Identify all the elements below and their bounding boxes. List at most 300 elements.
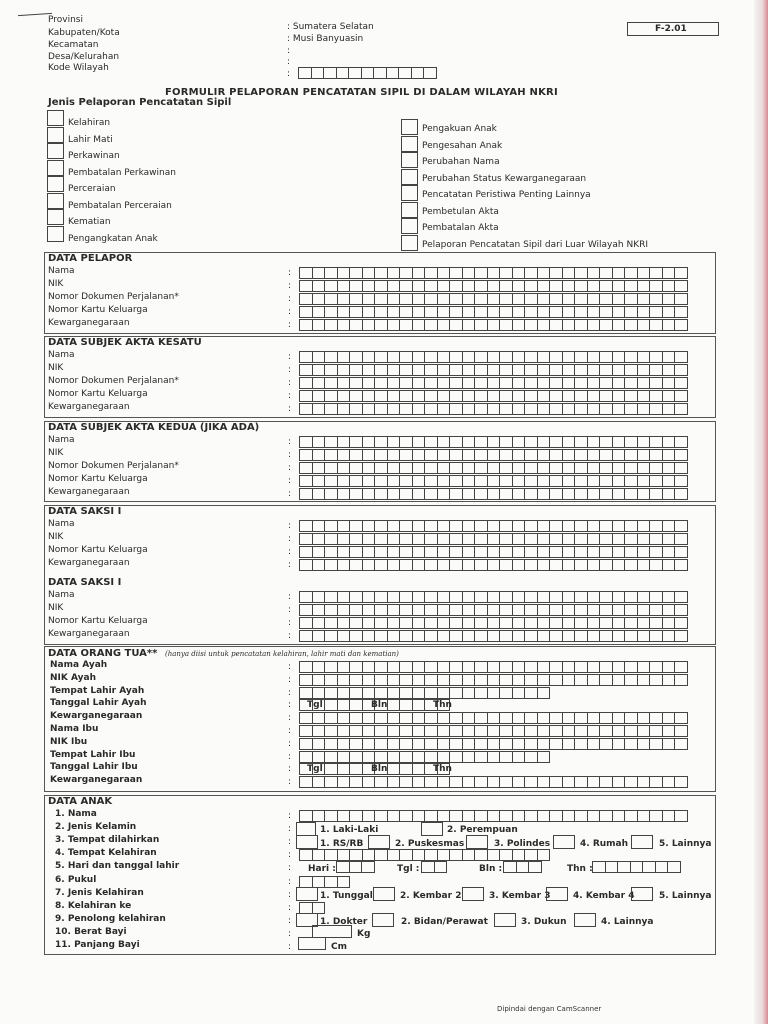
char-box[interactable] bbox=[649, 403, 663, 415]
char-box[interactable] bbox=[312, 475, 326, 487]
char-box[interactable] bbox=[349, 591, 363, 603]
char-box[interactable] bbox=[512, 776, 526, 788]
char-box[interactable] bbox=[549, 293, 563, 305]
char-box[interactable] bbox=[537, 559, 551, 571]
char-box[interactable] bbox=[612, 674, 626, 686]
char-box[interactable] bbox=[374, 390, 388, 402]
char-box[interactable] bbox=[512, 306, 526, 318]
char-box[interactable] bbox=[437, 364, 451, 376]
char-box[interactable] bbox=[387, 617, 401, 629]
char-box[interactable] bbox=[549, 390, 563, 402]
char-box[interactable] bbox=[349, 293, 363, 305]
char-box[interactable] bbox=[512, 449, 526, 461]
char-box[interactable] bbox=[637, 725, 651, 737]
char-box[interactable] bbox=[537, 436, 551, 448]
char-box[interactable] bbox=[437, 390, 451, 402]
char-box[interactable] bbox=[512, 280, 526, 292]
char-box[interactable] bbox=[387, 364, 401, 376]
char-box[interactable] bbox=[537, 661, 551, 673]
char-box[interactable] bbox=[549, 604, 563, 616]
char-box[interactable] bbox=[649, 364, 663, 376]
char-box[interactable] bbox=[512, 810, 526, 822]
char-box[interactable] bbox=[462, 488, 476, 500]
char-box[interactable] bbox=[374, 738, 388, 750]
anak-thn-boxes[interactable] bbox=[592, 861, 680, 873]
char-box[interactable] bbox=[349, 559, 363, 571]
char-box[interactable] bbox=[649, 390, 663, 402]
char-box[interactable] bbox=[349, 280, 363, 292]
char-box[interactable] bbox=[649, 436, 663, 448]
char-box[interactable] bbox=[667, 861, 681, 873]
char-box[interactable] bbox=[474, 604, 488, 616]
char-box[interactable] bbox=[637, 462, 651, 474]
char-box[interactable] bbox=[374, 751, 388, 763]
char-box[interactable] bbox=[637, 364, 651, 376]
char-box[interactable] bbox=[387, 520, 401, 532]
char-box[interactable] bbox=[487, 687, 501, 699]
char-box[interactable] bbox=[662, 403, 676, 415]
char-box[interactable] bbox=[299, 319, 313, 331]
char-box[interactable] bbox=[424, 377, 438, 389]
checkbox-jenis-right[interactable] bbox=[401, 218, 418, 234]
char-box[interactable] bbox=[449, 280, 463, 292]
char-box[interactable] bbox=[424, 533, 438, 545]
checkbox-jenis-kelahiran[interactable] bbox=[546, 887, 568, 901]
char-box[interactable] bbox=[662, 617, 676, 629]
char-box[interactable] bbox=[412, 674, 426, 686]
char-box[interactable] bbox=[449, 449, 463, 461]
char-box[interactable] bbox=[599, 661, 613, 673]
char-box[interactable] bbox=[487, 712, 501, 724]
char-box[interactable] bbox=[637, 475, 651, 487]
char-box[interactable] bbox=[362, 436, 376, 448]
char-box[interactable] bbox=[537, 403, 551, 415]
char-box[interactable] bbox=[562, 738, 576, 750]
char-box[interactable] bbox=[512, 319, 526, 331]
char-box[interactable] bbox=[587, 712, 601, 724]
char-box[interactable] bbox=[537, 604, 551, 616]
char-box[interactable] bbox=[299, 475, 313, 487]
char-box[interactable] bbox=[424, 306, 438, 318]
char-box[interactable] bbox=[324, 776, 338, 788]
char-box[interactable] bbox=[487, 604, 501, 616]
char-box[interactable] bbox=[599, 267, 613, 279]
char-box[interactable] bbox=[362, 751, 376, 763]
char-box[interactable] bbox=[312, 725, 326, 737]
checkbox-jenis-left[interactable] bbox=[47, 110, 64, 126]
char-box[interactable] bbox=[449, 559, 463, 571]
char-box[interactable] bbox=[437, 630, 451, 642]
char-box[interactable] bbox=[424, 661, 438, 673]
char-box[interactable] bbox=[612, 533, 626, 545]
char-box[interactable] bbox=[437, 319, 451, 331]
char-box[interactable] bbox=[337, 617, 351, 629]
char-box[interactable] bbox=[574, 403, 588, 415]
char-box[interactable] bbox=[349, 751, 363, 763]
char-box[interactable] bbox=[412, 546, 426, 558]
char-box[interactable] bbox=[362, 462, 376, 474]
char-box[interactable] bbox=[324, 876, 338, 888]
char-box[interactable] bbox=[386, 67, 400, 79]
char-box[interactable] bbox=[562, 725, 576, 737]
char-box[interactable] bbox=[637, 293, 651, 305]
char-box[interactable] bbox=[337, 763, 351, 775]
char-box[interactable] bbox=[387, 280, 401, 292]
char-box[interactable] bbox=[299, 390, 313, 402]
char-box[interactable] bbox=[412, 449, 426, 461]
char-box[interactable] bbox=[421, 861, 435, 873]
char-box[interactable] bbox=[412, 319, 426, 331]
char-box[interactable] bbox=[299, 617, 313, 629]
char-box[interactable] bbox=[612, 810, 626, 822]
char-box[interactable] bbox=[349, 604, 363, 616]
char-box[interactable] bbox=[424, 293, 438, 305]
char-box[interactable] bbox=[549, 488, 563, 500]
char-box[interactable] bbox=[599, 725, 613, 737]
char-box[interactable] bbox=[387, 546, 401, 558]
char-box[interactable] bbox=[387, 849, 401, 861]
char-box[interactable] bbox=[299, 533, 313, 545]
char-box[interactable] bbox=[337, 533, 351, 545]
char-box[interactable] bbox=[524, 520, 538, 532]
char-box[interactable] bbox=[462, 617, 476, 629]
char-box[interactable] bbox=[337, 751, 351, 763]
char-box[interactable] bbox=[399, 403, 413, 415]
char-box[interactable] bbox=[574, 280, 588, 292]
char-box[interactable] bbox=[324, 604, 338, 616]
char-box[interactable] bbox=[587, 293, 601, 305]
char-box[interactable] bbox=[449, 306, 463, 318]
char-box[interactable] bbox=[437, 377, 451, 389]
char-box[interactable] bbox=[299, 306, 313, 318]
char-box[interactable] bbox=[599, 449, 613, 461]
char-box[interactable] bbox=[637, 280, 651, 292]
char-box[interactable] bbox=[424, 674, 438, 686]
char-box[interactable] bbox=[512, 364, 526, 376]
char-box[interactable] bbox=[324, 699, 338, 711]
saksi2-field-boxes[interactable] bbox=[299, 591, 687, 603]
char-box[interactable] bbox=[362, 630, 376, 642]
char-box[interactable] bbox=[662, 390, 676, 402]
char-box[interactable] bbox=[374, 533, 388, 545]
char-box[interactable] bbox=[299, 630, 313, 642]
char-box[interactable] bbox=[349, 630, 363, 642]
char-box[interactable] bbox=[424, 687, 438, 699]
char-box[interactable] bbox=[462, 403, 476, 415]
anak-bln-boxes[interactable] bbox=[503, 861, 541, 873]
char-box[interactable] bbox=[587, 319, 601, 331]
char-box[interactable] bbox=[612, 617, 626, 629]
char-box[interactable] bbox=[424, 617, 438, 629]
char-box[interactable] bbox=[387, 751, 401, 763]
char-box[interactable] bbox=[649, 725, 663, 737]
char-box[interactable] bbox=[662, 449, 676, 461]
char-box[interactable] bbox=[499, 319, 513, 331]
char-box[interactable] bbox=[574, 449, 588, 461]
char-box[interactable] bbox=[299, 661, 313, 673]
char-box[interactable] bbox=[462, 520, 476, 532]
char-box[interactable] bbox=[662, 559, 676, 571]
char-box[interactable] bbox=[487, 377, 501, 389]
char-box[interactable] bbox=[412, 687, 426, 699]
char-box[interactable] bbox=[349, 810, 363, 822]
char-box[interactable] bbox=[649, 319, 663, 331]
char-box[interactable] bbox=[474, 449, 488, 461]
char-box[interactable] bbox=[424, 319, 438, 331]
char-box[interactable] bbox=[512, 630, 526, 642]
char-box[interactable] bbox=[374, 351, 388, 363]
char-box[interactable] bbox=[574, 488, 588, 500]
char-box[interactable] bbox=[349, 712, 363, 724]
char-box[interactable] bbox=[399, 559, 413, 571]
char-box[interactable] bbox=[574, 712, 588, 724]
char-box[interactable] bbox=[637, 390, 651, 402]
char-box[interactable] bbox=[487, 630, 501, 642]
char-box[interactable] bbox=[612, 377, 626, 389]
char-box[interactable] bbox=[412, 533, 426, 545]
char-box[interactable] bbox=[512, 475, 526, 487]
char-box[interactable] bbox=[562, 267, 576, 279]
char-box[interactable] bbox=[487, 319, 501, 331]
char-box[interactable] bbox=[362, 293, 376, 305]
char-box[interactable] bbox=[449, 738, 463, 750]
char-box[interactable] bbox=[599, 738, 613, 750]
char-box[interactable] bbox=[299, 351, 313, 363]
char-box[interactable] bbox=[437, 751, 451, 763]
char-box[interactable] bbox=[324, 351, 338, 363]
char-box[interactable] bbox=[487, 436, 501, 448]
char-box[interactable] bbox=[499, 488, 513, 500]
char-box[interactable] bbox=[462, 604, 476, 616]
char-box[interactable] bbox=[637, 810, 651, 822]
char-box[interactable] bbox=[624, 267, 638, 279]
char-box[interactable] bbox=[387, 725, 401, 737]
char-box[interactable] bbox=[324, 725, 338, 737]
char-box[interactable] bbox=[424, 403, 438, 415]
char-box[interactable] bbox=[449, 520, 463, 532]
char-box[interactable] bbox=[474, 462, 488, 474]
char-box[interactable] bbox=[337, 849, 351, 861]
char-box[interactable] bbox=[562, 559, 576, 571]
char-box[interactable] bbox=[499, 280, 513, 292]
char-box[interactable] bbox=[549, 475, 563, 487]
char-box[interactable] bbox=[474, 267, 488, 279]
char-box[interactable] bbox=[537, 306, 551, 318]
char-box[interactable] bbox=[587, 591, 601, 603]
char-box[interactable] bbox=[424, 488, 438, 500]
char-box[interactable] bbox=[662, 546, 676, 558]
char-box[interactable] bbox=[649, 776, 663, 788]
char-box[interactable] bbox=[374, 849, 388, 861]
char-box[interactable] bbox=[324, 738, 338, 750]
char-box[interactable] bbox=[387, 462, 401, 474]
char-box[interactable] bbox=[337, 661, 351, 673]
char-box[interactable] bbox=[549, 377, 563, 389]
char-box[interactable] bbox=[599, 533, 613, 545]
char-box[interactable] bbox=[437, 591, 451, 603]
char-box[interactable] bbox=[324, 763, 338, 775]
char-box[interactable] bbox=[412, 462, 426, 474]
char-box[interactable] bbox=[637, 674, 651, 686]
char-box[interactable] bbox=[387, 776, 401, 788]
char-box[interactable] bbox=[624, 390, 638, 402]
char-box[interactable] bbox=[524, 712, 538, 724]
char-box[interactable] bbox=[549, 364, 563, 376]
char-box[interactable] bbox=[362, 617, 376, 629]
char-box[interactable] bbox=[524, 604, 538, 616]
char-box[interactable] bbox=[512, 617, 526, 629]
char-box[interactable] bbox=[312, 488, 326, 500]
char-box[interactable] bbox=[387, 293, 401, 305]
char-box[interactable] bbox=[349, 763, 363, 775]
checkbox-tempat-dilahirkan[interactable] bbox=[553, 835, 575, 849]
char-box[interactable] bbox=[362, 674, 376, 686]
char-box[interactable] bbox=[337, 559, 351, 571]
char-box[interactable] bbox=[587, 449, 601, 461]
char-box[interactable] bbox=[337, 403, 351, 415]
char-box[interactable] bbox=[374, 377, 388, 389]
char-box[interactable] bbox=[674, 280, 688, 292]
char-box[interactable] bbox=[549, 810, 563, 822]
ortu-field-boxes[interactable] bbox=[299, 661, 687, 673]
char-box[interactable] bbox=[424, 475, 438, 487]
char-box[interactable] bbox=[612, 319, 626, 331]
char-box[interactable] bbox=[399, 674, 413, 686]
char-box[interactable] bbox=[424, 810, 438, 822]
char-box[interactable] bbox=[399, 449, 413, 461]
char-box[interactable] bbox=[298, 67, 312, 79]
char-box[interactable] bbox=[324, 751, 338, 763]
char-box[interactable] bbox=[512, 293, 526, 305]
char-box[interactable] bbox=[524, 436, 538, 448]
char-box[interactable] bbox=[537, 617, 551, 629]
ortu-field-boxes[interactable] bbox=[299, 712, 687, 724]
char-box[interactable] bbox=[562, 604, 576, 616]
checkbox-jenis-kelahiran[interactable] bbox=[373, 887, 395, 901]
char-box[interactable] bbox=[387, 403, 401, 415]
char-box[interactable] bbox=[574, 306, 588, 318]
char-box[interactable] bbox=[649, 617, 663, 629]
char-box[interactable] bbox=[574, 630, 588, 642]
char-box[interactable] bbox=[487, 738, 501, 750]
char-box[interactable] bbox=[562, 390, 576, 402]
char-box[interactable] bbox=[574, 377, 588, 389]
char-box[interactable] bbox=[362, 738, 376, 750]
char-box[interactable] bbox=[449, 776, 463, 788]
panjang-bayi-box[interactable] bbox=[298, 937, 326, 950]
char-box[interactable] bbox=[499, 687, 513, 699]
char-box[interactable] bbox=[474, 810, 488, 822]
subjek2-field-boxes[interactable] bbox=[299, 475, 687, 487]
char-box[interactable] bbox=[312, 267, 326, 279]
char-box[interactable] bbox=[587, 488, 601, 500]
char-box[interactable] bbox=[562, 475, 576, 487]
char-box[interactable] bbox=[549, 351, 563, 363]
char-box[interactable] bbox=[299, 738, 313, 750]
char-box[interactable] bbox=[537, 591, 551, 603]
char-box[interactable] bbox=[662, 661, 676, 673]
char-box[interactable] bbox=[562, 533, 576, 545]
char-box[interactable] bbox=[599, 617, 613, 629]
char-box[interactable] bbox=[649, 591, 663, 603]
char-box[interactable] bbox=[674, 403, 688, 415]
char-box[interactable] bbox=[674, 488, 688, 500]
char-box[interactable] bbox=[449, 488, 463, 500]
char-box[interactable] bbox=[599, 351, 613, 363]
char-box[interactable] bbox=[449, 630, 463, 642]
char-box[interactable] bbox=[524, 617, 538, 629]
char-box[interactable] bbox=[437, 520, 451, 532]
char-box[interactable] bbox=[449, 725, 463, 737]
char-box[interactable] bbox=[362, 351, 376, 363]
char-box[interactable] bbox=[537, 725, 551, 737]
char-box[interactable] bbox=[587, 280, 601, 292]
char-box[interactable] bbox=[674, 738, 688, 750]
char-box[interactable] bbox=[474, 488, 488, 500]
char-box[interactable] bbox=[399, 738, 413, 750]
char-box[interactable] bbox=[537, 520, 551, 532]
char-box[interactable] bbox=[524, 449, 538, 461]
char-box[interactable] bbox=[387, 591, 401, 603]
char-box[interactable] bbox=[562, 591, 576, 603]
char-box[interactable] bbox=[637, 403, 651, 415]
char-box[interactable] bbox=[462, 436, 476, 448]
char-box[interactable] bbox=[487, 725, 501, 737]
char-box[interactable] bbox=[637, 377, 651, 389]
char-box[interactable] bbox=[624, 546, 638, 558]
char-box[interactable] bbox=[599, 436, 613, 448]
char-box[interactable] bbox=[587, 436, 601, 448]
char-box[interactable] bbox=[537, 630, 551, 642]
char-box[interactable] bbox=[574, 319, 588, 331]
checkbox-jenis-left[interactable] bbox=[47, 193, 64, 209]
char-box[interactable] bbox=[562, 546, 576, 558]
char-box[interactable] bbox=[437, 293, 451, 305]
char-box[interactable] bbox=[662, 377, 676, 389]
char-box[interactable] bbox=[524, 546, 538, 558]
char-box[interactable] bbox=[503, 861, 517, 873]
char-box[interactable] bbox=[612, 630, 626, 642]
char-box[interactable] bbox=[462, 687, 476, 699]
char-box[interactable] bbox=[374, 364, 388, 376]
char-box[interactable] bbox=[374, 475, 388, 487]
char-box[interactable] bbox=[562, 674, 576, 686]
char-box[interactable] bbox=[412, 559, 426, 571]
char-box[interactable] bbox=[612, 364, 626, 376]
char-box[interactable] bbox=[462, 776, 476, 788]
char-box[interactable] bbox=[474, 591, 488, 603]
char-box[interactable] bbox=[649, 306, 663, 318]
char-box[interactable] bbox=[587, 630, 601, 642]
char-box[interactable] bbox=[324, 661, 338, 673]
char-box[interactable] bbox=[537, 319, 551, 331]
char-box[interactable] bbox=[437, 546, 451, 558]
char-box[interactable] bbox=[474, 436, 488, 448]
char-box[interactable] bbox=[437, 604, 451, 616]
char-box[interactable] bbox=[612, 293, 626, 305]
char-box[interactable] bbox=[587, 533, 601, 545]
char-box[interactable] bbox=[662, 674, 676, 686]
char-box[interactable] bbox=[574, 520, 588, 532]
char-box[interactable] bbox=[499, 617, 513, 629]
char-box[interactable] bbox=[362, 267, 376, 279]
char-box[interactable] bbox=[474, 849, 488, 861]
char-box[interactable] bbox=[349, 390, 363, 402]
char-box[interactable] bbox=[612, 475, 626, 487]
char-box[interactable] bbox=[299, 591, 313, 603]
char-box[interactable] bbox=[299, 546, 313, 558]
char-box[interactable] bbox=[349, 776, 363, 788]
